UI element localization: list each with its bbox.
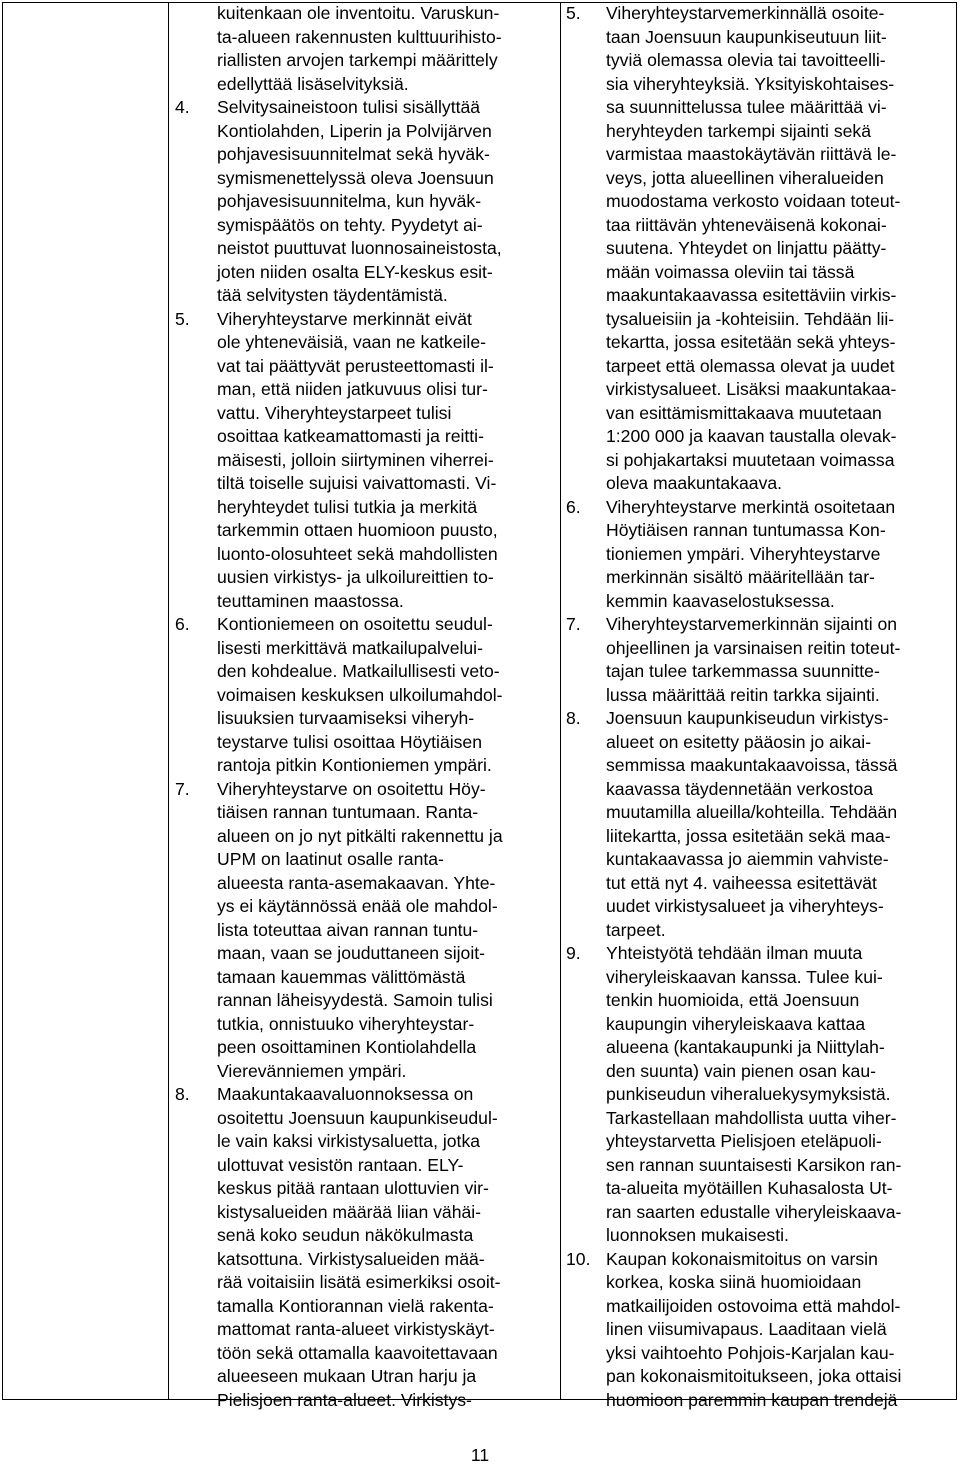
page-number: 11 (470, 1445, 490, 1465)
item-text: Viheryhteystarve merkinnät eivät ole yhteneväisiä, vaan ne katkeile- vat tai päättyvät perusteettomasti il- man, että niiden jatkuvuus olisi tur- vattu. Viheryhteystarpeet tulisi osoittaa katkeamattomasti ja reitti- mäisesti, jolloin siirtyminen viherrei- tiltä toiselle sujuisi vaivattomasti. Vi- heryhteydet tulisi tutkia ja merkitä tarkemmin ottaen huomioon puusto, luonto-olosuhteet sekä mahdollisten uusien virkistys- ja ulkoilureittien to- teuttaminen maastossa. (217, 308, 498, 611)
statement-item (175, 1083, 555, 1412)
item-number: 6. (566, 496, 581, 517)
item-text: Joensuun kaupunkiseudun virkistys- alueet on esitetty pääosin jo aikai- semmissa maakuntakaavoissa, tässä kaavassa täydennetään verkostoa muutamilla alueilla/kohteilla. Tehdään liitekartta, jossa esitetään sekä maa- kuntakaavassa jo aiemmin vahviste- tut että nyt 4. vaiheessa esitettävät uudet virkistysalueet ja viheryhteys- tarpeet. (606, 708, 898, 940)
response-item (566, 613, 956, 707)
item-text: Selvitysaineistoon tulisi sisällyttää Kontiolahden, Liperin ja Polvijärven pohjavesisuunnitelmat sekä hyväk- symismenettelyssä oleva Joensuun pohjavesisuunnitelma, kun hyväk- symispäätös on tehty. Pyydetyt ai- neistot puuttuvat luonnosaineistosta, joten niiden osalta ELY-keskus esit- tää selvitysten täydentämistä. (217, 97, 502, 305)
response-item (566, 942, 956, 1248)
response-item (566, 1248, 956, 1413)
response-column (566, 2, 956, 1412)
item-text: Viheryhteystarvemerkinnällä osoite- taan Joensuun kaupunkiseutuun liit- tyviä olemassa olevia tai tavoitteelli- sia viheryhteyksiä. Yksityiskohtaises- sa suunnittelussa tulee määrittää vi- heryhteyden tarkempi sijainti sekä varmistaa maastokäytävän riittävä le- veys, jotta alueellinen viheralueiden muodostama verkosto voidaan toteut- taa riittävän yhteneväisenä kokonai- suutena. Yhteydet on linjattu päätty- mään voimassa oleviin tai tässä maakuntakaavassa esitettäviin virkis- tysalueisiin ja -kohteisiin. Tehdään lii- tekartta, jossa esitetään sekä yhteys- tarpeet että olemassa olevat ja uudet virkistysalueet. Lisäksi maakuntakaa- van esittämismittakaava muutetaan 1:200 000 ja kaavan taustalla olevak- si pohjakartaksi muutetaan voimassa oleva maakuntakaava. (606, 3, 901, 493)
item-number: 4. (175, 97, 190, 117)
statement-item (175, 96, 555, 308)
item-text: Yhteistyötä tehdään ilman muuta viheryleiskaavan kanssa. Tulee kui- tenkin huomioida, että Joensuun kaupungin viheryleiskaava kattaa alueena (kantakaupunki ja Niittylah- den suunta) vain pienen osan kau- punkiseudun viheraluekysymyksistä. Tarkastellaan mahdollista uutta viher- yhteystarvetta Pielisjoen eteläpuoli- sen rannan suuntaisesti Karsikon ran- ta-alueita myötäillen Kuhasalosta Ut- ran saarten edustalle viheryleiskaava- luonnoksen mukaisesti. (606, 943, 902, 1245)
item-text: Viheryhteystarve on osoitettu Höy- tiäisen rannan tuntumaan. Ranta- alueen on jo nyt pitkälti rakennettu ja UPM on laatinut osalle ranta- alueesta ranta-asemakaavan. Yhte- ys ei käytännössä enää ole mahdol- lista toteuttaa aivan rannan tuntu- maan, vaan se jouduttaneen sijoit- tamaan kauemmas välittömästä rannan läheisyydestä. Samoin tulisi tutkia, onnistuuko viheryhteystar- peen osoittaminen Kontiolahdella Vierevänniemen ympäri. (217, 778, 503, 1081)
response-item (566, 2, 956, 496)
statement-lead-text: kuitenkaan ole inventoitu. Varuskun- ta-alueen rakennusten kulttuurihisto- riallisten arvojen tarkempi määrittely edellyttää lisäselvityksiä. (217, 3, 502, 94)
column-divider-right (560, 3, 561, 1399)
response-item (566, 707, 956, 942)
item-number: 9. (566, 943, 581, 963)
item-number: 8. (566, 708, 581, 728)
item-number: 5. (175, 308, 190, 329)
item-number: 7. (175, 778, 190, 799)
item-number: 7. (566, 614, 581, 634)
response-item (566, 496, 956, 614)
item-text: Viheryhteystarvemerkinnän sijainti on ohjeellinen ja varsinaisen reitin toteut- tajan tulee tarkemmassa suunnitte- lussa määrittää reitin tarkka sijainti. (606, 614, 901, 705)
statement-item (175, 613, 555, 778)
column-divider-left (168, 3, 169, 1399)
item-text: Kontioniemeen on osoitettu seudul- lisesti merkittävä matkailupalvelui- den kohdealue. Matkailullisesti veto- voimaisen keskuksen ulkoilumahdol- lisuuksien turvaamiseksi viheryh- teystarve tulisi osoittaa Höytiäisen rantoja pitkin Kontioniemen ympäri. (217, 614, 503, 775)
item-number: 5. (566, 3, 581, 23)
item-text: Viheryhteystarve merkintä osoitetaan Höytiäisen rannan tuntumassa Kon- tioniemen ympäri. Viheryhteystarve merkinnän sisältö määritellään tar- kemmin kaavaselostuksessa. (606, 496, 896, 611)
item-number: 6. (175, 614, 190, 634)
item-text: Maakuntakaavaluonnoksessa on osoitettu Joensuun kaupunkiseudul- le vain kaksi virkistysaluetta, jotka ulottuvat vesistön rantaan. ELY- keskus pitää rantaan ulottuvien vir- kistysalueiden määrää liian vähäi- senä koko seudun näkökulmasta katsottuna. Virkistysalueiden mää- rää voitaisiin lisätä esimerkiksi osoit- tamalla Kontiorannan vielä rakenta- mattomat ranta-alueet virkistyskäyt- töön sekä ottamalla kaavoitettavaan alueeseen mukaan Utran harju ja Pielisjoen ranta-alueet. Virkistys- (217, 1084, 501, 1410)
item-number: 10. (566, 1248, 591, 1269)
statement-column (175, 2, 555, 1412)
statement-item (175, 778, 555, 1084)
statement-item (175, 308, 555, 614)
item-number: 8. (175, 1084, 190, 1104)
item-text: Kaupan kokonaismitoitus on varsin korkea, koska siinä huomioidaan matkailijoiden ostovoima että mahdol- linen viisumivapaus. Laaditaan vielä yksi vaihtoehto Pohjois-Karjalan kau- pan kokonaismitoitukseen, joka ottaisi huomioon paremmin kaupan trendejä (606, 1248, 902, 1410)
